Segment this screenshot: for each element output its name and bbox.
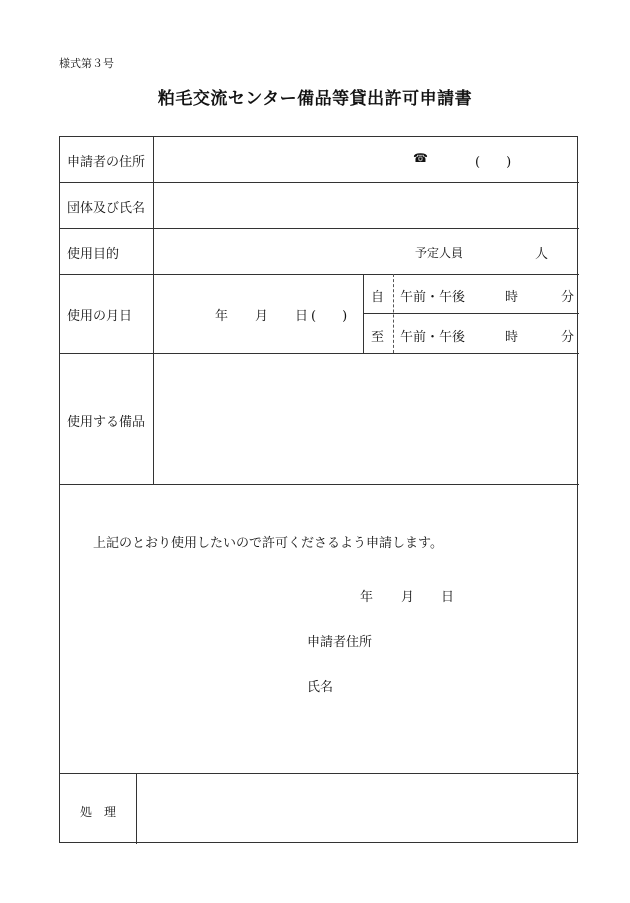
- row-divider: [60, 182, 579, 183]
- purpose-field[interactable]: [155, 231, 405, 272]
- from-ampm: 午前・午後: [400, 290, 466, 305]
- label-column-divider: [153, 137, 154, 484]
- address-label: 申請者の住所: [67, 155, 146, 170]
- document-title: 粕毛交流センター備品等貸出許可申請書: [157, 89, 473, 109]
- purpose-label: 使用目的: [67, 247, 120, 262]
- group-name-field[interactable]: [155, 185, 575, 226]
- processing-label: 処 理: [80, 805, 117, 819]
- expected-people-label: 予定人員: [415, 246, 464, 260]
- date-label: 使用の月日: [67, 309, 133, 324]
- processing-field[interactable]: [139, 776, 575, 840]
- equipment-field[interactable]: [155, 356, 575, 482]
- to-minute: 分: [561, 330, 575, 345]
- application-form-table: [59, 136, 578, 843]
- row-divider: [60, 228, 579, 229]
- from-minute: 分: [561, 290, 575, 305]
- phone-icon: ☎: [413, 151, 428, 165]
- date-weekday-parens: ( ): [311, 309, 348, 324]
- to-hour: 時: [505, 330, 519, 345]
- from-label: 自: [371, 290, 385, 305]
- applicant-name-label: 氏名: [307, 680, 334, 695]
- declaration-statement: 上記のとおり使用したいので許可くださるよう申請します。: [93, 536, 443, 551]
- form-number: 様式第３号: [59, 57, 114, 70]
- declaration-month: 月: [401, 590, 415, 605]
- address-field[interactable]: [155, 139, 575, 180]
- date-month: 月: [255, 309, 269, 324]
- group-name-label: 団体及び氏名: [67, 201, 146, 216]
- date-day: 日: [295, 309, 309, 324]
- row-divider: [60, 773, 579, 774]
- time-column-divider: [363, 274, 364, 353]
- people-unit: 人: [535, 247, 549, 262]
- to-ampm: 午前・午後: [400, 330, 466, 345]
- processing-divider: [136, 773, 137, 844]
- row-divider: [60, 353, 579, 354]
- applicant-address-label: 申請者住所: [307, 635, 373, 650]
- time-row-divider: [363, 313, 579, 314]
- phone-parens: ( ): [475, 155, 512, 170]
- declaration-day: 日: [441, 590, 455, 605]
- from-hour: 時: [505, 290, 519, 305]
- row-divider: [60, 274, 579, 275]
- time-dashed-divider: [393, 274, 394, 353]
- equipment-label: 使用する備品: [67, 415, 146, 430]
- row-divider: [60, 484, 579, 485]
- to-label: 至: [371, 330, 385, 345]
- declaration-year: 年: [360, 590, 374, 605]
- date-year: 年: [215, 309, 229, 324]
